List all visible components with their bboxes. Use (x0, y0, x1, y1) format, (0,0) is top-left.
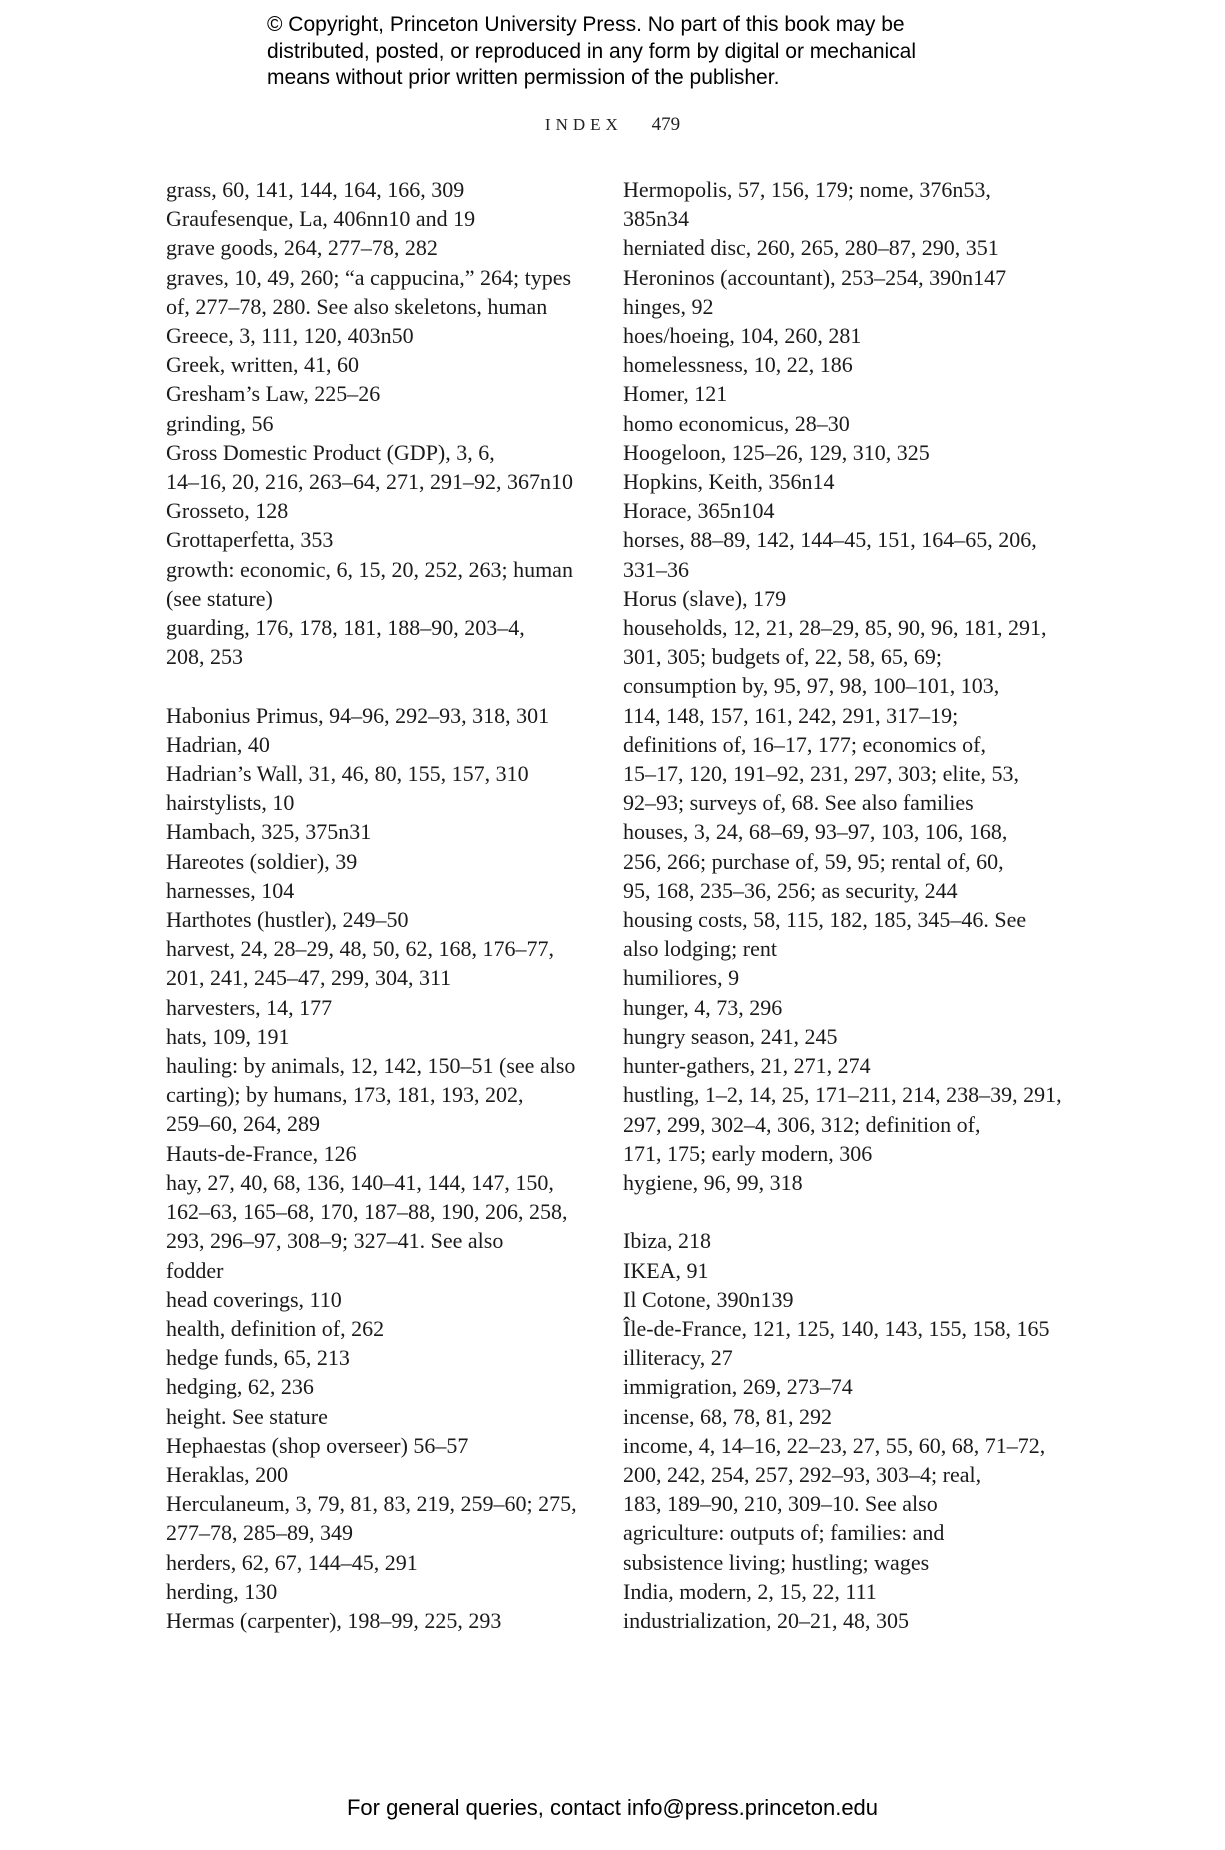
index-entry (166, 1285, 606, 1314)
index-entry-line: 162–63, 165–68, 170, 187–88, 190, 206, 258, (166, 1199, 568, 1225)
index-entry-line: Hermopolis, 57, 156, 179; nome, 376n53, (623, 177, 991, 202)
index-entry-line: 15–17, 120, 191–92, 231, 297, 303; elite, 53, (623, 761, 1019, 787)
index-entry-line: grass, 60, 141, 144, 164, 166, 309 (166, 177, 465, 202)
index-entry (623, 963, 1063, 992)
index-entry-line: India, modern, 2, 15, 22, 111 (623, 1578, 877, 1604)
index-entry-line: 183, 189–90, 210, 309–10. See also (623, 1491, 938, 1517)
index-entry-line: hygiene, 96, 99, 318 (623, 1169, 803, 1195)
index-entry (166, 817, 606, 846)
index-entry (166, 1168, 606, 1285)
index-entry-line: 256, 266; purchase of, 59, 95; rental of, 60, (623, 848, 1004, 874)
index-entry-line: immigration, 269, 273–74 (623, 1374, 853, 1400)
index-entry (623, 379, 1063, 408)
index-entry (166, 438, 606, 496)
index-entry-line: Habonius Primus, 94–96, 292–93, 318, 301 (166, 702, 550, 728)
index-entry (166, 555, 606, 613)
index-entry (623, 292, 1063, 321)
index-entry-line: homelessness, 10, 22, 186 (623, 352, 853, 378)
index-entry-line: hinges, 92 (623, 293, 714, 319)
index-entry (623, 1314, 1063, 1343)
index-entry (166, 847, 606, 876)
index-entry-line: income, 4, 14–16, 22–23, 27, 55, 60, 68, 71–72, (623, 1432, 1046, 1458)
index-entry-line: Greek, written, 41, 60 (166, 352, 360, 378)
index-entry (166, 1372, 606, 1401)
index-entry-line: Horus (slave), 179 (623, 585, 787, 611)
index-entry (623, 993, 1063, 1022)
index-entry-line: 14–16, 20, 216, 263–64, 271, 291–92, 367n10 (166, 469, 573, 495)
index-entry-line: industrialization, 20–21, 48, 305 (623, 1607, 909, 1633)
index-entry (623, 467, 1063, 496)
index-entry-line: consumption by, 95, 97, 98, 100–101, 103, (623, 673, 1000, 699)
index-entry (166, 350, 606, 379)
index-entry-line: hunter-gathers, 21, 271, 274 (623, 1053, 871, 1079)
index-entry-line: of, 277–78, 280. See also skeletons, human (166, 293, 548, 319)
index-entry-line: 301, 305; budgets of, 22, 58, 65, 69; (623, 644, 942, 670)
index-entry (166, 730, 606, 759)
index-entry-line: Gross Domestic Product (GDP), 3, 6, (166, 439, 495, 465)
index-entry-line: Hareotes (soldier), 39 (166, 848, 358, 874)
index-entry-line: housing costs, 58, 115, 182, 185, 345–46. See (623, 907, 1027, 933)
index-entry-line: hunger, 4, 73, 296 (623, 994, 783, 1020)
index-entry-line: Île-de-France, 121, 125, 140, 143, 155, 158, 165 (623, 1315, 1050, 1341)
index-entry-line: Greece, 3, 111, 120, 403n50 (166, 323, 414, 349)
index-entry (623, 1606, 1063, 1635)
index-entry (166, 1314, 606, 1343)
index-entry-line: hairstylists, 10 (166, 790, 295, 816)
index-entry (623, 233, 1063, 262)
index-entry-line: guarding, 176, 178, 181, 188–90, 203–4, (166, 615, 525, 641)
index-entry-line: Graufesenque, La, 406nn10 and 19 (166, 206, 476, 232)
index-entry-line: hoes/hoeing, 104, 260, 281 (623, 323, 862, 349)
index-entry-line: carting); by humans, 173, 181, 193, 202, (166, 1082, 524, 1108)
copyright-line: means without prior written permission of the publisher. (267, 66, 780, 89)
letter-group-gap (623, 1197, 1063, 1226)
index-entry (166, 613, 606, 671)
index-entry (623, 438, 1063, 467)
index-entry (623, 1226, 1063, 1255)
index-entry-line: 92–93; surveys of, 68. See also families (623, 790, 974, 816)
index-entry-line: Homer, 121 (623, 381, 728, 407)
index-entry-line: also lodging; rent (623, 936, 777, 962)
index-entry-line: horses, 88–89, 142, 144–45, 151, 164–65, 206, (623, 527, 1037, 553)
index-entry (166, 1139, 606, 1168)
index-entry (166, 204, 606, 233)
index-entry (623, 1402, 1063, 1431)
index-entry (623, 1577, 1063, 1606)
index-entry-line: hats, 109, 191 (166, 1023, 290, 1049)
index-entry-line: hedging, 62, 236 (166, 1374, 314, 1400)
copyright-line: distributed, posted, or reproduced in any form by digital or mechanical (267, 39, 917, 63)
index-entry-line: agriculture: outputs of; families: and (623, 1520, 945, 1546)
index-entry (166, 263, 606, 321)
index-entry (623, 1051, 1063, 1080)
index-entry-line: health, definition of, 262 (166, 1315, 385, 1341)
index-entry (166, 525, 606, 554)
page-number: 479 (651, 114, 681, 135)
index-entry (166, 1460, 606, 1489)
index-entry-line: grinding, 56 (166, 410, 274, 436)
index-entry (166, 1343, 606, 1372)
index-entry-line: 259–60, 264, 289 (166, 1111, 320, 1137)
index-entry (623, 1343, 1063, 1372)
index-entry (166, 496, 606, 525)
index-entry-line: hungry season, 241, 245 (623, 1023, 838, 1049)
running-head (0, 114, 1225, 136)
index-entry-line: subsistence living; hustling; wages (623, 1549, 930, 1575)
index-entry (166, 905, 606, 934)
index-entry-line: head coverings, 110 (166, 1286, 342, 1312)
index-entry (623, 263, 1063, 292)
index-entry-line: Grosseto, 128 (166, 498, 289, 524)
index-entry-line: 208, 253 (166, 644, 243, 670)
index-entry-line: 277–78, 285–89, 349 (166, 1520, 353, 1546)
index-column-left (166, 175, 606, 1635)
index-entry-line: Hephaestas (shop overseer) 56–57 (166, 1432, 469, 1458)
section-title: INDEX (544, 115, 623, 134)
index-entry-line: 331–36 (623, 556, 689, 582)
index-entry-line: hauling: by animals, 12, 142, 150–51 (see also (166, 1053, 576, 1079)
index-entry-line: growth: economic, 6, 15, 20, 252, 263; human (166, 556, 573, 582)
index-entry (166, 321, 606, 350)
index-entry-line: Il Cotone, 390n139 (623, 1286, 794, 1312)
index-entry-line: herniated disc, 260, 265, 280–87, 290, 351 (623, 235, 999, 261)
copyright-notice (267, 12, 1027, 92)
index-entry-line: 171, 175; early modern, 306 (623, 1140, 873, 1166)
index-entry (166, 233, 606, 262)
index-column-right (623, 175, 1063, 1635)
index-entry (623, 817, 1063, 905)
index-entry-line: Horace, 365n104 (623, 498, 775, 524)
index-entry-line: Gresham’s Law, 225–26 (166, 381, 381, 407)
index-entry (166, 876, 606, 905)
index-entry (166, 1548, 606, 1577)
index-entry-line: definitions of, 16–17, 177; economics of, (623, 731, 986, 757)
contact-footer: For general queries, contact info@press.princeton.edu (346, 1795, 879, 1820)
index-entry-line: herders, 62, 67, 144–45, 291 (166, 1549, 418, 1575)
index-entry-line: Harthotes (hustler), 249–50 (166, 907, 409, 933)
index-entry (623, 496, 1063, 525)
index-entry (623, 409, 1063, 438)
index-entry-line: Hadrian, 40 (166, 731, 270, 757)
index-entry (166, 409, 606, 438)
index-entry (623, 350, 1063, 379)
index-entry-line: homo economicus, 28–30 (623, 410, 850, 436)
index-entry (623, 525, 1063, 583)
index-entry-line: graves, 10, 49, 260; “a cappucina,” 264; types (166, 264, 572, 290)
index-entry (623, 1080, 1063, 1168)
index-entry-line: fodder (166, 1257, 224, 1283)
index-entry-line: Hermas (carpenter), 198–99, 225, 293 (166, 1607, 502, 1633)
index-entry (623, 1431, 1063, 1577)
copyright-line: © Copyright, Princeton University Press. No part of this book may be (267, 13, 905, 36)
index-entry-line: Hoogeloon, 125–26, 129, 310, 325 (623, 439, 930, 465)
letter-group-gap (166, 671, 606, 700)
index-entry-line: Heroninos (accountant), 253–254, 390n147 (623, 264, 1007, 290)
index-entry-line: Grottaperfetta, 353 (166, 527, 334, 553)
index-entry (166, 379, 606, 408)
index-entry-line: 293, 296–97, 308–9; 327–41. See also (166, 1228, 504, 1254)
index-entry (623, 1372, 1063, 1401)
index-entry (166, 1022, 606, 1051)
index-entry (166, 175, 606, 204)
index-entry-line: Hambach, 325, 375n31 (166, 819, 372, 845)
index-entry (166, 701, 606, 730)
index-entry-line: Hopkins, Keith, 356n14 (623, 469, 835, 495)
index-entry (623, 1022, 1063, 1051)
index-entry (166, 1606, 606, 1635)
index-entry (623, 175, 1063, 233)
index-entry-line: 200, 242, 254, 257, 292–93, 303–4; real, (623, 1461, 982, 1487)
index-entry (623, 905, 1063, 963)
index-entry-line: (see stature) (166, 585, 273, 611)
index-entry (166, 788, 606, 817)
index-entry-line: hustling, 1–2, 14, 25, 171–211, 214, 238–39, 291, (623, 1082, 1062, 1108)
index-entry (166, 934, 606, 992)
index-entry-line: Herculaneum, 3, 79, 81, 83, 219, 259–60; 275, (166, 1491, 577, 1517)
index-entry-line: grave goods, 264, 277–78, 282 (166, 235, 438, 261)
index-entry-line: 297, 299, 302–4, 306, 312; definition of, (623, 1111, 981, 1137)
index-entry-line: IKEA, 91 (623, 1257, 709, 1283)
index-entry-line: height. See stature (166, 1403, 328, 1429)
index-entry-line: Ibiza, 218 (623, 1228, 711, 1254)
index-entry-line: Hadrian’s Wall, 31, 46, 80, 155, 157, 310 (166, 761, 529, 787)
index-entry (166, 1489, 606, 1547)
index-entry-line: Hauts-de-France, 126 (166, 1140, 357, 1166)
index-entry-line: hay, 27, 40, 68, 136, 140–41, 144, 147, 150, (166, 1169, 554, 1195)
index-entry-line: Heraklas, 200 (166, 1461, 289, 1487)
index-entry (166, 1577, 606, 1606)
index-entry-line: hedge funds, 65, 213 (166, 1345, 350, 1371)
index-entry-line: harvest, 24, 28–29, 48, 50, 62, 168, 176–77, (166, 936, 555, 962)
index-entry (623, 321, 1063, 350)
index-entry-line: harnesses, 104 (166, 877, 295, 903)
index-entry (166, 1431, 606, 1460)
index-entry (623, 1168, 1063, 1197)
index-entry-line: humiliores, 9 (623, 965, 740, 991)
index-entry-line: herding, 130 (166, 1578, 278, 1604)
index-entry (623, 584, 1063, 613)
index-entry-line: harvesters, 14, 177 (166, 994, 333, 1020)
index-entry (166, 993, 606, 1022)
index-entry-line: houses, 3, 24, 68–69, 93–97, 103, 106, 168, (623, 819, 1008, 845)
index-entry-line: 385n34 (623, 206, 689, 232)
index-entry-line: 95, 168, 235–36, 256; as security, 244 (623, 877, 958, 903)
index-entry (623, 613, 1063, 817)
index-entry (166, 1051, 606, 1139)
index-entry (623, 1256, 1063, 1285)
index-entry-line: 201, 241, 245–47, 299, 304, 311 (166, 965, 452, 991)
index-entry (166, 1402, 606, 1431)
index-entry-line: households, 12, 21, 28–29, 85, 90, 96, 181, 291, (623, 615, 1047, 641)
index-entry-line: incense, 68, 78, 81, 292 (623, 1403, 832, 1429)
index-entry-line: 114, 148, 157, 161, 242, 291, 317–19; (623, 702, 959, 728)
index-entry (166, 759, 606, 788)
index-entry-line: illiteracy, 27 (623, 1345, 733, 1371)
index-entry (623, 1285, 1063, 1314)
